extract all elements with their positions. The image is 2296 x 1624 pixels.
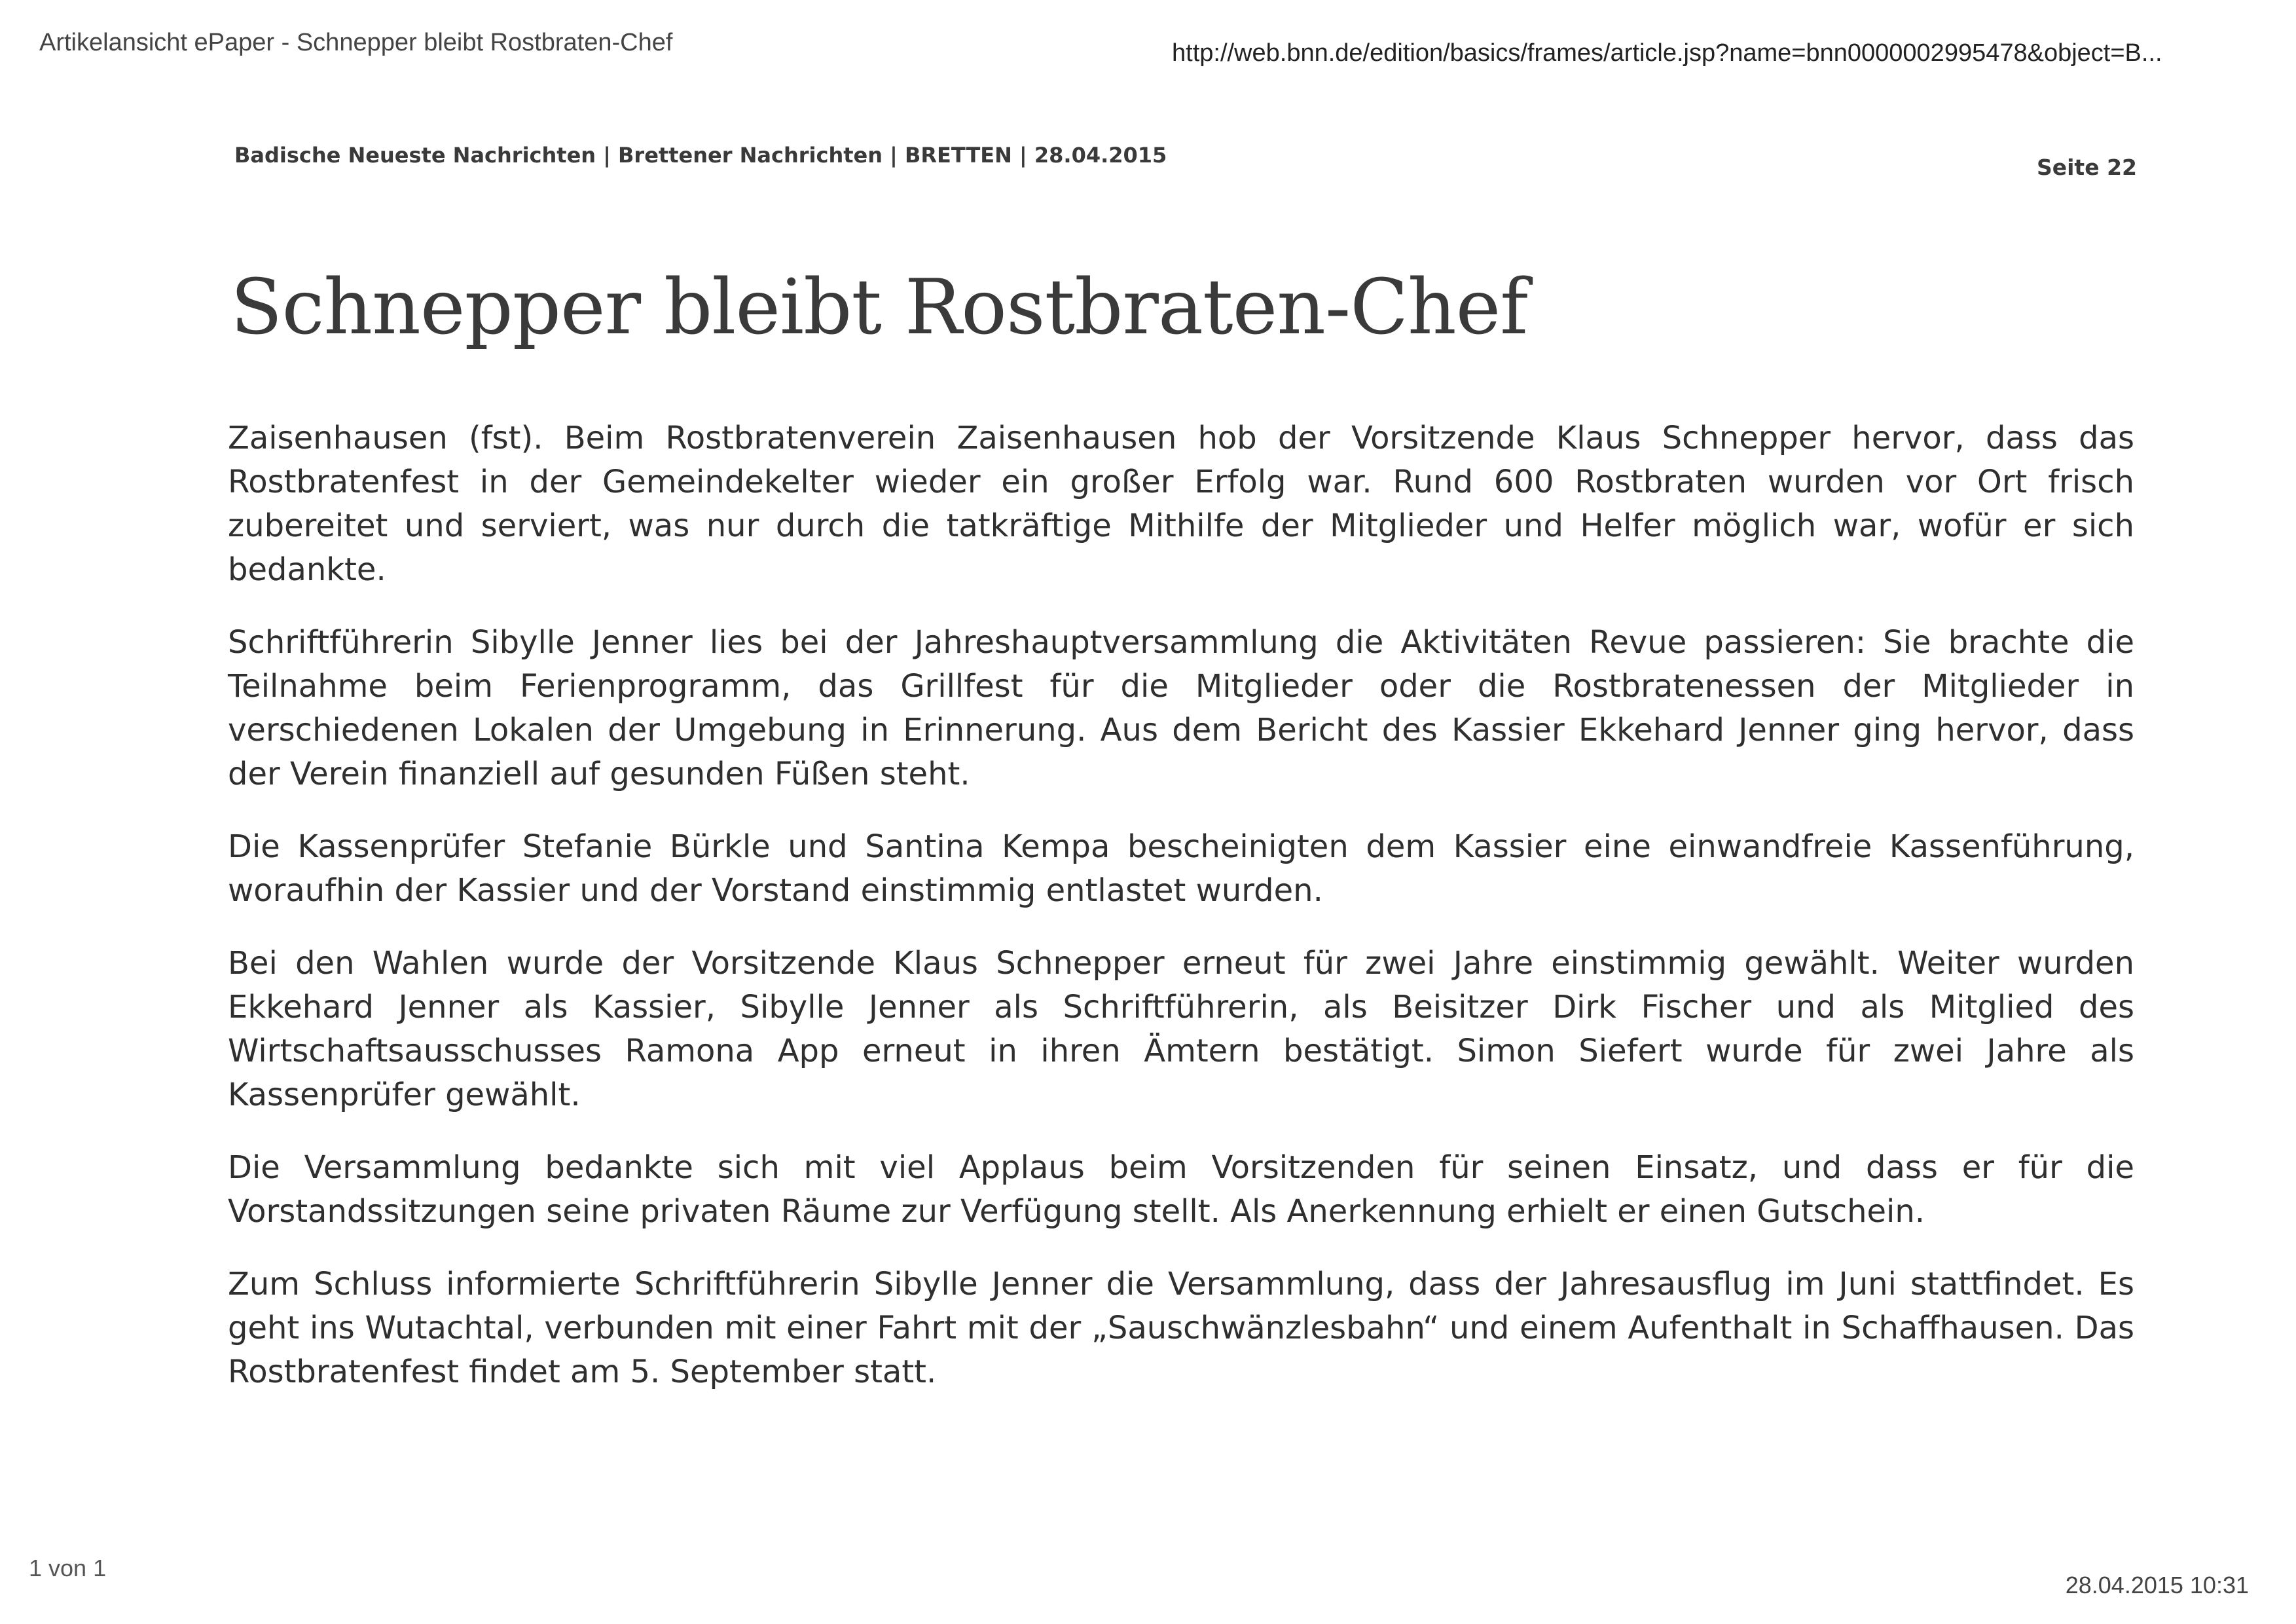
article-paragraph: Die Versammlung bedankte sich mit viel Applaus beim Vorsitzenden für seinen Einsatz, und dass er für die Vorstandssitzungen seine privaten Räume zur Verfügung stellt. Als Anerkennung erhielt er einen Gutschein. <box>228 1149 2134 1230</box>
print-page-title: Artikelansicht ePaper - Schnepper bleibt Rostbraten-Chef <box>39 29 673 56</box>
article-paragraph: Zum Schluss informierte Schriftführerin Sibylle Jenner die Versammlung, dass der Jahresausflug im Juni stattfindet. Es geht ins Wutachtal, verbunden mit einer Fahrt mit der „Sauschwänzlesbahn“ und einem Aufenthalt in Schaffhausen. Das Rostbratenfest findet am 5. September statt. <box>228 1266 2134 1390</box>
article-headline: Schnepper bleibt Rostbraten-Chef <box>230 263 1528 352</box>
article-paragraph: Zaisenhausen (fst). Beim Rostbratenverein Zaisenhausen hob der Vorsitzende Klaus Schnepper hervor, dass das Rostbratenfest in der Gemeindekelter wieder ein großer Erfolg war. Rund 600 Rostbraten wurden vor Ort frisch zubereitet und serviert, was nur durch die tatkräftige Mithilfe der Mitglieder und Helfer möglich war, wofür er sich bedankte. <box>228 420 2134 588</box>
print-url: http://web.bnn.de/edition/basics/frames/article.jsp?name=bnn0000002995478&object=B... <box>1172 39 2162 67</box>
publication-masthead: Badische Neueste Nachrichten | Brettener Nachrichten | BRETTEN | 28.04.2015 <box>234 143 1167 168</box>
page-number: Seite 22 <box>2036 155 2137 180</box>
print-page-count: 1 von 1 <box>29 1555 107 1581</box>
article-paragraph: Bei den Wahlen wurde der Vorsitzende Klaus Schnepper erneut für zwei Jahre einstimmig gewählt. Weiter wurden Ekkehard Jenner als Kassier, Sibylle Jenner als Schriftführerin, als Beisitzer Dirk Fischer und als Mitglied des Wirtschaftsausschusses Ramona App erneut in ihren Ämtern bestätigt. Simon Siefert wurde für zwei Jahre als Kassenprüfer gewählt. <box>228 945 2134 1113</box>
article-body <box>228 416 2134 1423</box>
article-paragraph: Die Kassenprüfer Stefanie Bürkle und Santina Kempa bescheinigten dem Kassier eine einwandfreie Kassenführung, woraufhin der Kassier und der Vorstand einstimmig entlastet wurden. <box>228 828 2134 909</box>
article-paragraph: Schriftführerin Sibylle Jenner lies bei der Jahreshauptversammlung die Aktivitäten Revue passieren: Sie brachte die Teilnahme beim Ferienprogramm, das Grillfest für die Mitglieder oder die Rostbratenessen der Mitglieder in verschiedenen Lokalen der Umgebung in Erinnerung. Aus dem Bericht des Kassier Ekkehard Jenner ging hervor, dass der Verein finanziell auf gesunden Füßen steht. <box>228 624 2134 792</box>
print-timestamp: 28.04.2015 10:31 <box>2065 1572 2249 1598</box>
